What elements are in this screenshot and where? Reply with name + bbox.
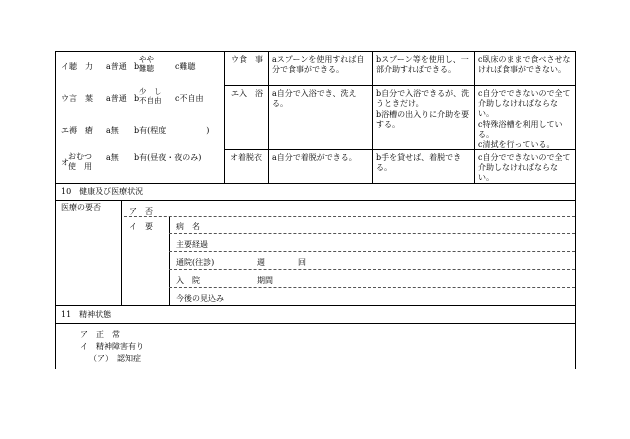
hospitalization-period: 期間 — [257, 276, 273, 285]
frame-right — [575, 51, 576, 369]
main-course-label: 主要経過 — [176, 240, 208, 249]
medical-option-yes: イ 要 — [129, 222, 153, 231]
prognosis-label: 今後の見込み — [176, 294, 224, 303]
hearing-a: a普通 — [106, 62, 127, 71]
fields-divider — [169, 216, 170, 305]
hospitalization-label: 入 院 — [176, 276, 200, 285]
speech-b-mark: b — [134, 94, 140, 103]
speech-c: c不自由 — [175, 94, 204, 103]
speech-a: a普通 — [106, 94, 127, 103]
eating-a: aスプーンを使用すれば自分で食事ができる。 — [272, 55, 365, 74]
mental-normal: ア 正 常 — [80, 330, 120, 339]
section11-line — [55, 323, 575, 324]
disease-name-label: 病 名 — [176, 222, 200, 231]
bedsore-label: エ褥 瘡 — [61, 126, 93, 135]
table-bottom — [55, 183, 575, 184]
medical-option-no: ア 否 — [129, 207, 153, 216]
outpatient-label: 通院(往診) — [176, 258, 215, 267]
dressing-label: オ着脱衣 — [230, 153, 262, 162]
bathing-a: a自分で入浴でき、洗える。 — [272, 89, 357, 108]
bathing-c2: c特殊浴槽を利用している。 — [478, 120, 563, 139]
diaper-label-mark: オ — [61, 158, 69, 167]
hearing-c: c難聴 — [175, 62, 196, 71]
outpatient-times: 回 — [298, 258, 306, 267]
speech-b: 少 し 不自由 — [139, 87, 162, 105]
field-line-4 — [169, 287, 575, 288]
bathing-b: b自分で入浴できるが、洗うときだけ。 — [376, 89, 470, 108]
section10-bottom — [55, 305, 575, 306]
eating-c: c臥床のままで食べさせなければ食事ができない。 — [478, 55, 571, 74]
diaper-a: a無 — [106, 153, 119, 162]
row-line-1 — [224, 85, 575, 86]
field-line-3 — [169, 269, 575, 270]
medical-label-divider — [121, 200, 122, 305]
hearing-label: イ聴 力 — [61, 62, 93, 71]
field-line-top — [124, 216, 575, 217]
eating-b: bスプーン等を使用し、一部介助すればできる。 — [376, 55, 469, 74]
medical-need-label: 医療の要否 — [61, 203, 101, 212]
hearing-b: やや 難聴 — [139, 55, 154, 73]
col-divider-label — [268, 51, 269, 183]
mental-disorder: イ 精神障害有り — [80, 342, 144, 351]
dressing-c: c自分でできないので全て介助しなければならない。 — [478, 153, 571, 182]
diaper-label: おむつ 使 用 — [68, 152, 92, 171]
section10-line — [55, 200, 575, 201]
section10-title: 10 健康及び医療状況 — [61, 187, 144, 196]
dressing-b: b手を貸せば、着脱できる。 — [376, 153, 462, 172]
hearing-b-mark: b — [134, 62, 140, 71]
bathing-c3: c清拭を行っている。 — [478, 140, 555, 149]
diaper-b: b有(昼夜・夜のみ) — [134, 153, 202, 162]
bathing-label: エ入 浴 — [231, 89, 263, 98]
dressing-a: a自分で着脱ができる。 — [272, 153, 357, 162]
outpatient-week: 週 — [257, 258, 265, 267]
field-line-1 — [169, 233, 575, 234]
field-line-2 — [169, 251, 575, 252]
col-divider-b — [372, 51, 373, 183]
eating-label: ウ食 事 — [231, 55, 263, 64]
bathing-b2: b浴槽の出入りに介助を要する。 — [376, 110, 470, 129]
mental-dementia: （ア） 認知症 — [89, 354, 141, 363]
speech-label: ウ言 葉 — [61, 94, 93, 103]
section11-title: 11 精神状態 — [61, 310, 112, 319]
col-divider-c — [474, 51, 475, 183]
bathing-c: c自分でできないので全て介助しなければならない。 — [478, 89, 571, 118]
frame-top — [55, 51, 575, 52]
bedsore-b: b有(程度 ) — [134, 126, 210, 135]
col-divider-main — [224, 51, 225, 183]
bedsore-a: a無 — [106, 126, 119, 135]
frame-left — [55, 51, 56, 369]
